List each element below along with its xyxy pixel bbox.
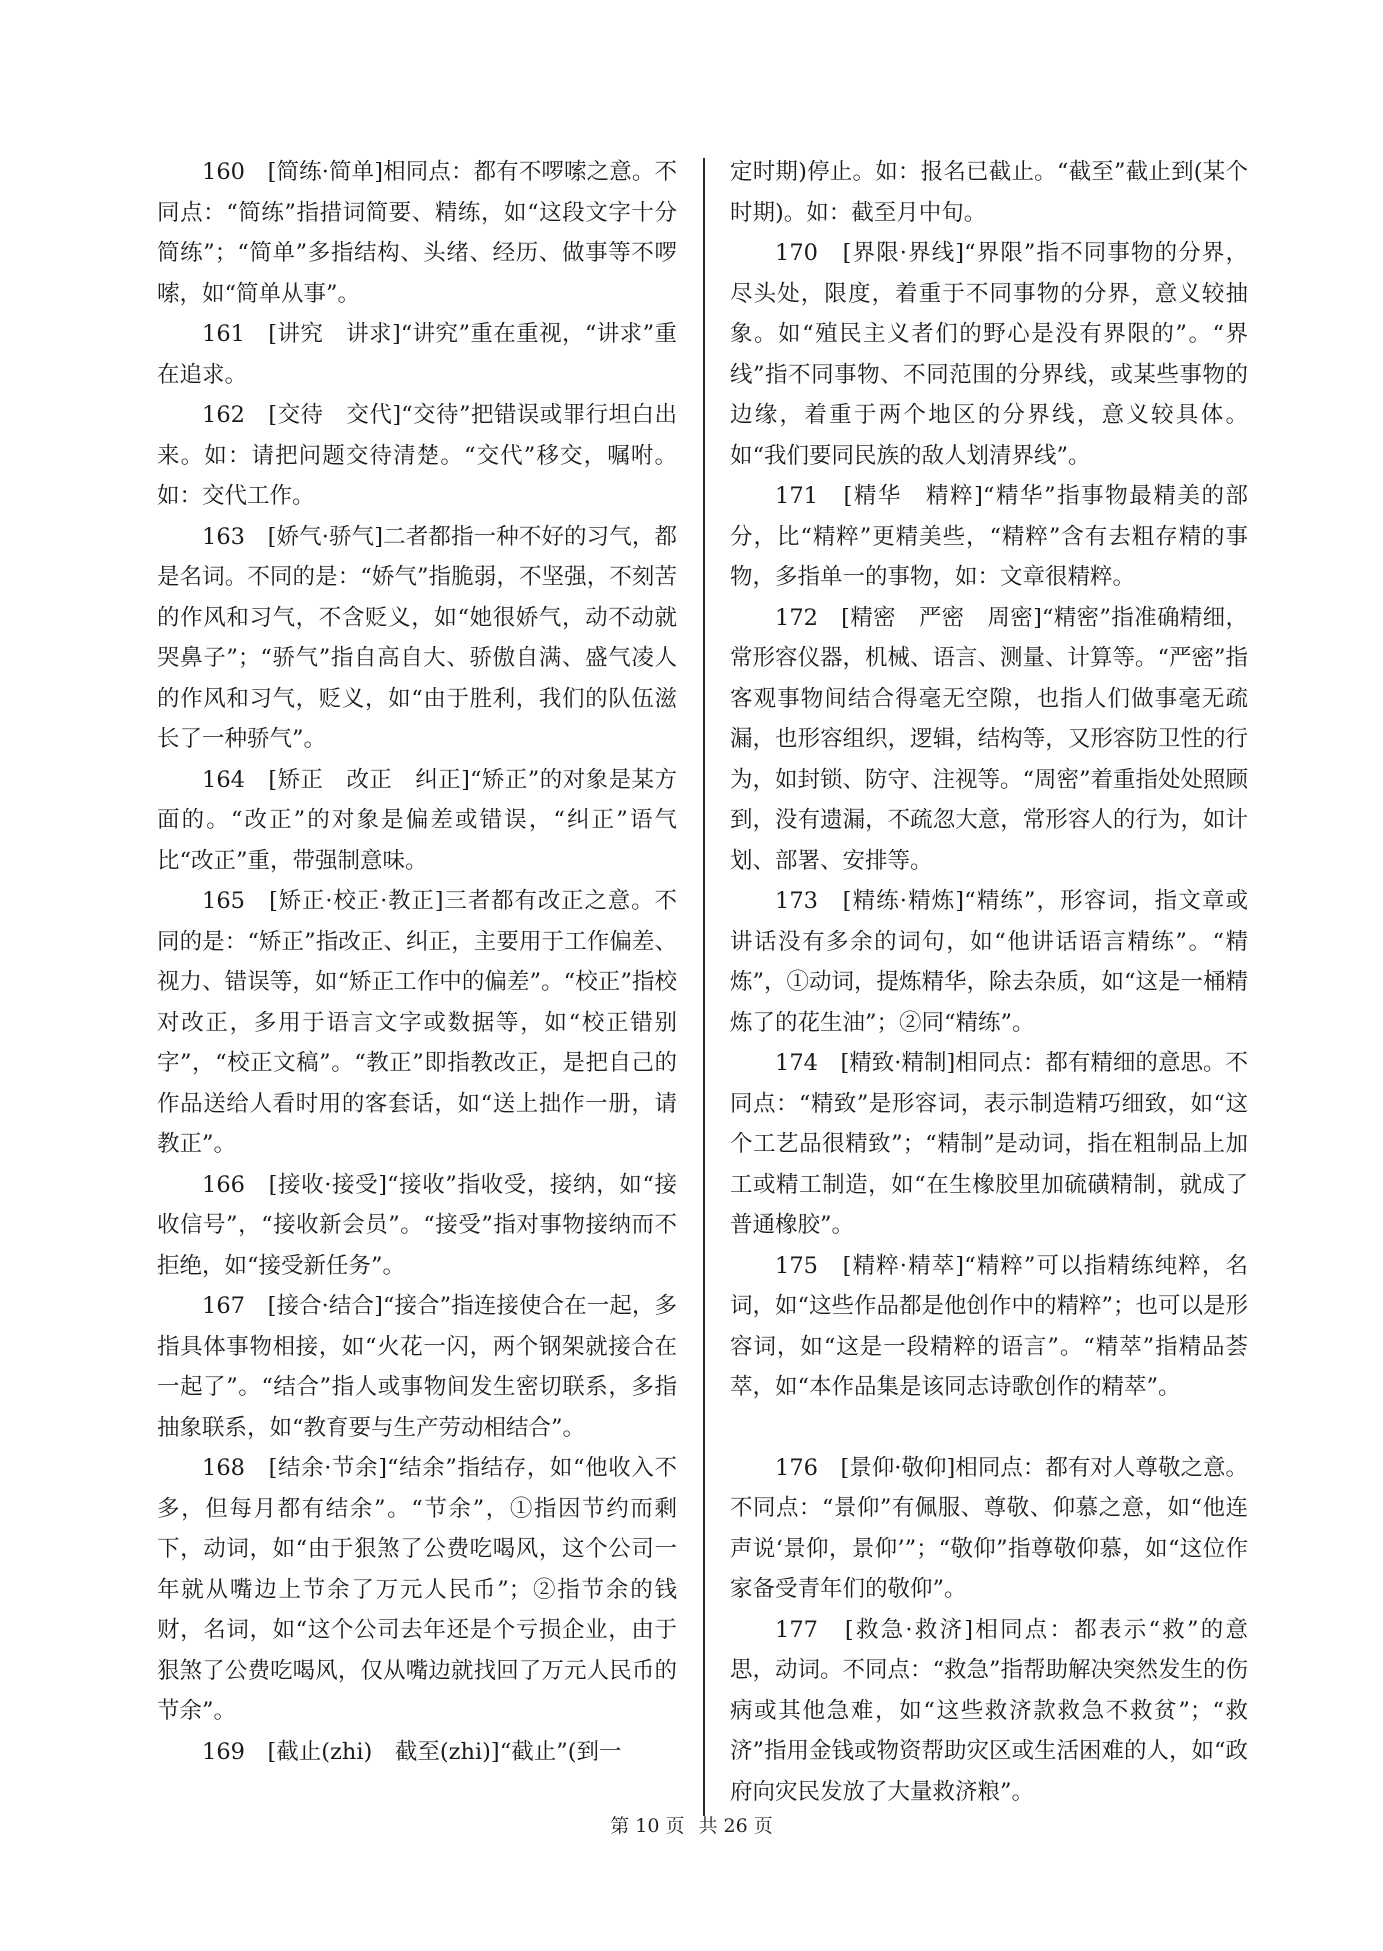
entry-168: 168 [结余·节余]“结余”指结存，如“他收入不多，但每月都有结余”。“节余”，①指因节约而剩下，动词，如“由于狠煞了公费吃喝风，这个公司一年就从嘴边上节余了万元人民币”；②指节余的钱财，名词，如“这个公司去年还是个亏损企业，由于狠煞了公费吃喝风，仅从嘴边就找回了万元人民币的节余”。: [157, 1455, 677, 1724]
entry-162: 162 [交待 交代]“交待”把错误或罪行坦白出来。如：请把问题交待清楚。“交代”移交，嘱咐。如：交代工作。: [157, 402, 677, 509]
entry-173: 173 [精练·精炼]“精练”，形容词，指文章或讲话没有多余的词句，如“他讲话语言精练”。“精炼”，①动词，提炼精华，除去杂质，如“这是一桶精炼了的花生油”；②同“精练”。: [730, 888, 1249, 1036]
entry-163: 163 [娇气·骄气]二者都指一种不好的习气，都是名词。不同的是：“娇气”指脆弱，不坚强，不刻苦的作风和习气，不含贬义，如“她很娇气，动不动就哭鼻子”；“骄气”指自高自大、骄傲自满、盛气凌人的作风和习气，贬义，如“由于胜利，我们的队伍滋长了一种骄气”。: [157, 523, 677, 752]
entry-170: 170 [界限·界线]“界限”指不同事物的分界，尽头处，限度，着重于不同事物的分界，意义较抽象。如“殖民主义者们的野心是没有界限的”。“界线”指不同事物、不同范围的分界线，或某些事物的边缘，着重于两个地区的分界线，意义较具体。如“我们要同民族的敌人划清界线”。: [730, 240, 1248, 469]
entry-172: 172 [精密 严密 周密]“精密”指准确精细，常形容仪器，机械、语言、测量、计算等。“严密”指客观事物间结合得毫无空隙，也指人们做事毫无疏漏，也形容组织，逻辑，结构等，又形容防卫性的行为，如封锁、防守、注视等。“周密”着重指处处照顾到，没有遗漏，不疏忽大意，常形容人的行为，如计划、部署、安排等。: [730, 604, 1249, 874]
entry-161: 161 [讲究 讲求]“讲究”重在重视，“讲求”重在追求。: [157, 321, 677, 388]
left-column: [157, 152, 677, 1772]
entry-167: 167 [接合·结合]“接合”指连接使合在一起，多指具体事物相接，如“火花一闪，两个钢架就接合在一起了”。“结合”指人或事物间发生密切联系，多指抽象联系，如“教育要与生产劳动相结合”。: [157, 1293, 677, 1441]
right-column: [730, 152, 1248, 1812]
entry-171: 171 [精华 精粹]“精华”指事物最精美的部分，比“精粹”更精美些，“精粹”含有去粗存精的事物，多指单一的事物，如：文章很精粹。: [730, 483, 1248, 590]
entry-169: 169 [截止(zhi) 截至(zhi)]“截止”(到一: [202, 1738, 622, 1765]
entry-165: 165 [矫正·校正·教正]三者都有改正之意。不同的是：“矫正”指改正、纠正，主要用于工作偏差、视力、错误等，如“矫正工作中的偏差”。“校正”指校对改正，多用于语言文字或数据等，如“校正错别字”，“校正文稿”。“教正”即指教改正，是把自己的作品送给人看时用的客套话，如“送上拙作一册，请教正”。: [157, 888, 677, 1157]
column-divider: [703, 158, 705, 1816]
page-total: 共 26 页: [698, 1815, 773, 1837]
entry-176: 176 [景仰·敬仰]相同点：都有对人尊敬之意。不同点：“景仰”有佩服、尊敬、仰慕之意，如“他连声说‘景仰，景仰’”；“敬仰”指尊敬仰慕，如“这位作家备受青年们的敬仰”。: [730, 1454, 1248, 1602]
page-footer: [0, 1811, 1383, 1838]
blank-gap: [730, 1408, 1248, 1448]
entry-177: 177 [救急·救济]相同点：都表示“救”的意思，动词。不同点：“救急”指帮助解决突然发生的伤病或其他急难，如“这些救济款救急不救贫”；“救济”指用金钱或物资帮助灾区或生活困难的人，如“政府向灾民发放了大量救济粮”。: [730, 1616, 1249, 1805]
entry-164: 164 [矫正 改正 纠正]“矫正”的对象是某方面的。“改正”的对象是偏差或错误，“纠正”语气比“改正”重，带强制意味。: [157, 766, 677, 874]
entry-175: 175 [精粹·精萃]“精粹”可以指精练纯粹，名词，如“这些作品都是他创作中的精粹”；也可以是形容词，如“这是一段精粹的语言”。“精萃”指精品荟萃，如“本作品集是该同志诗歌创作的精萃”。: [730, 1252, 1249, 1400]
entry-166: 166 [接收·接受]“接收”指收受，接纳，如“接收信号”，“接收新会员”。“接受”指对事物接纳而不拒绝，如“接受新任务”。: [157, 1171, 677, 1279]
page-number: 第 10 页: [610, 1815, 685, 1837]
entry-174: 174 [精致·精制]相同点：都有精细的意思。不同点：“精致”是形容词，表示制造精巧细致，如“这个工艺品很精致”；“精制”是动词，指在粗制品上加工或精工制造，如“在生橡胶里加硫磺精制，就成了普通橡胶”。: [730, 1050, 1248, 1238]
entry-169-continuation: 定时期)停止。如：报名已截止。“截至”截止到(某个时期)。如：截至月中旬。: [730, 159, 1248, 226]
entry-160: 160 [简练·简单]相同点：都有不啰嗦之意。不同点：“简练”指措词简要、精练，如“这段文字十分简练”；“简单”多指结构、头绪、经历、做事等不啰嗦，如“简单从事”。: [157, 159, 677, 307]
